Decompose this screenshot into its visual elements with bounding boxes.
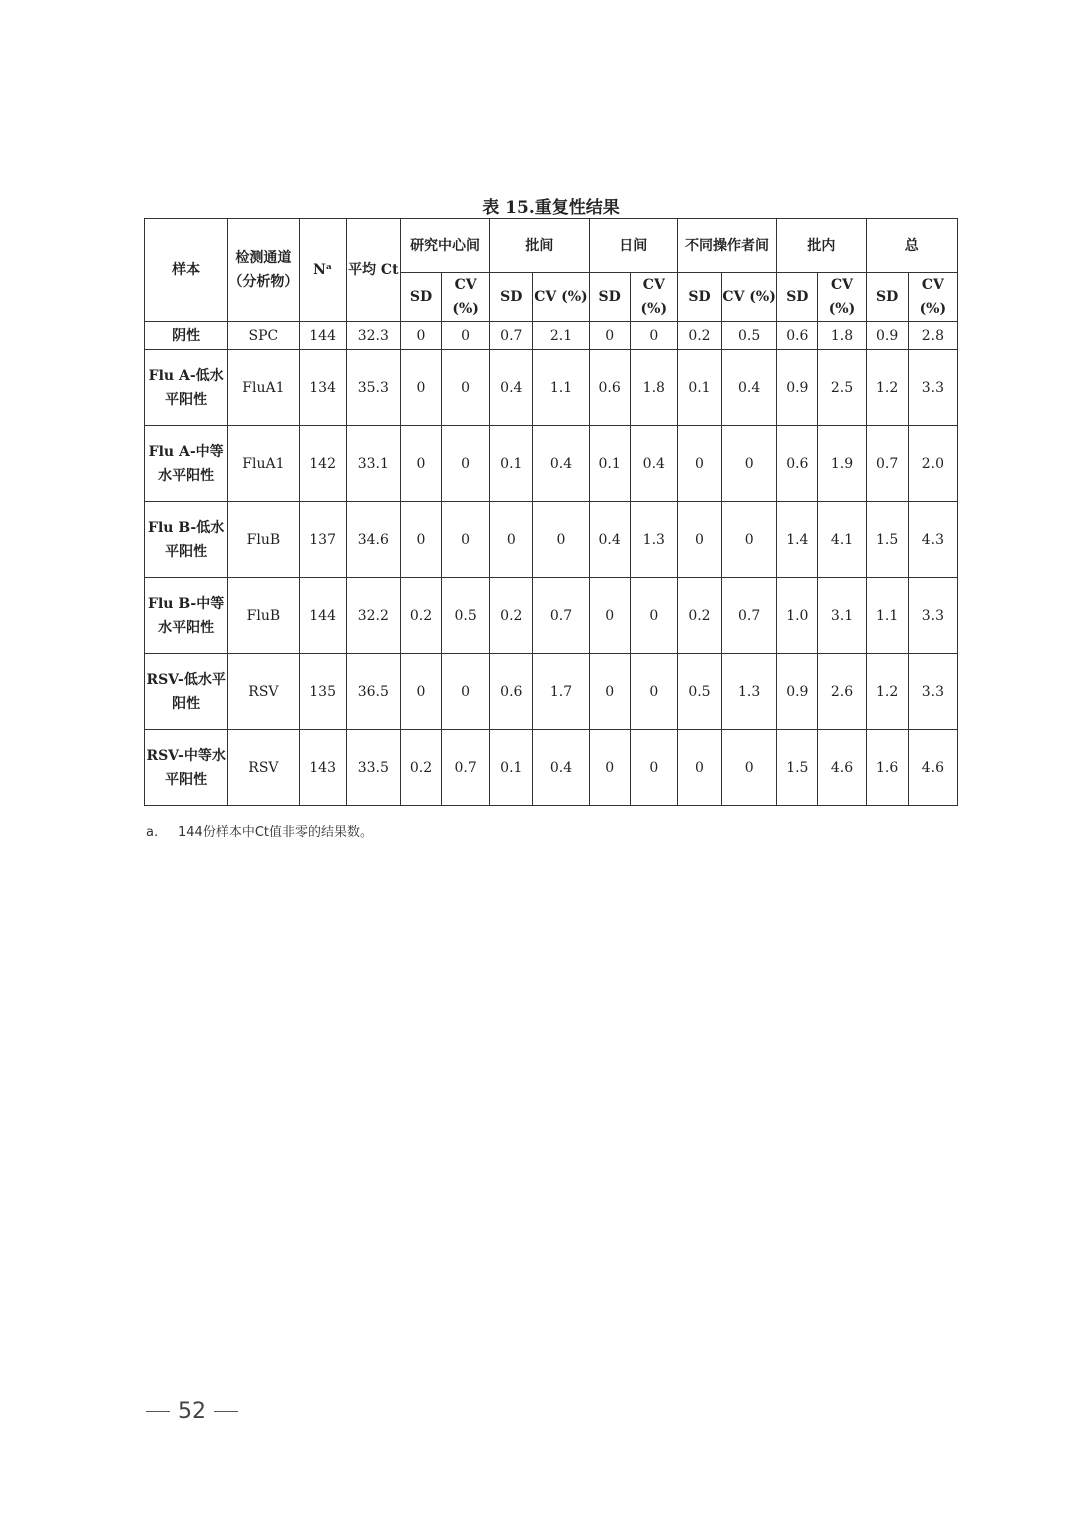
- cell-sd: 0.7: [490, 322, 533, 350]
- cell-sd: 0: [400, 654, 441, 730]
- cell-channel: RSV: [228, 730, 299, 806]
- cell-cv: 3.3: [908, 350, 957, 426]
- cell-sd: 0: [400, 426, 441, 502]
- table-row: [145, 578, 958, 654]
- cell-cv: 1.9: [818, 426, 866, 502]
- subheader-cv: CV (%): [630, 273, 677, 322]
- cell-cv: 0.7: [533, 578, 589, 654]
- cell-sd: 0.9: [777, 654, 818, 730]
- cell-cv: 0: [722, 502, 777, 578]
- cell-sd: 0.6: [490, 654, 533, 730]
- cell-channel: SPC: [228, 322, 299, 350]
- cell-mean-ct: 32.3: [346, 322, 400, 350]
- cell-sd: 0: [400, 350, 441, 426]
- cell-cv: 0: [442, 322, 490, 350]
- cell-n: 135: [299, 654, 346, 730]
- footnote-label: a.: [146, 825, 159, 840]
- subheader-cv: CV (%): [442, 273, 490, 322]
- cell-cv: 0.5: [722, 322, 777, 350]
- subheader-cv: CV (%): [533, 273, 589, 322]
- cell-cv: 1.3: [630, 502, 677, 578]
- cell-mean-ct: 33.1: [346, 426, 400, 502]
- cell-sample: Flu A-低水平阳性: [145, 350, 228, 426]
- cell-cv: 4.1: [818, 502, 866, 578]
- cell-cv: 0.5: [442, 578, 490, 654]
- cell-cv: 0.4: [533, 730, 589, 806]
- header-group-operator: 不同操作者间: [677, 219, 776, 273]
- cell-cv: 0.4: [533, 426, 589, 502]
- table-caption: 表 15.重复性结果: [482, 198, 620, 218]
- cell-cv: 1.3: [722, 654, 777, 730]
- cell-sd: 0.9: [866, 322, 908, 350]
- cell-cv: 2.0: [908, 426, 957, 502]
- cell-sd: 0: [400, 322, 441, 350]
- cell-sd: 0.6: [777, 426, 818, 502]
- subheader-sd: SD: [490, 273, 533, 322]
- cell-sd: 1.4: [777, 502, 818, 578]
- subheader-cv: CV (%): [722, 273, 777, 322]
- header-n: Nᵃ: [299, 219, 346, 322]
- cell-sd: 0.1: [677, 350, 721, 426]
- cell-cv: 2.6: [818, 654, 866, 730]
- header-group-total: 总: [866, 219, 957, 273]
- cell-channel: FluA1: [228, 350, 299, 426]
- cell-sd: 0.6: [777, 322, 818, 350]
- header-group-site: 研究中心间: [400, 219, 489, 273]
- cell-cv: 4.3: [908, 502, 957, 578]
- cell-cv: 0: [442, 654, 490, 730]
- cell-cv: 0: [722, 426, 777, 502]
- cell-sample: 阴性: [145, 322, 228, 350]
- cell-cv: 0: [630, 322, 677, 350]
- cell-sample: Flu B-中等水平阳性: [145, 578, 228, 654]
- cell-cv: 2.8: [908, 322, 957, 350]
- table-row: [145, 654, 958, 730]
- cell-sd: 0.2: [490, 578, 533, 654]
- cell-sd: 0.6: [589, 350, 630, 426]
- cell-cv: 0.4: [722, 350, 777, 426]
- page-number-dash-left: [146, 1411, 170, 1413]
- cell-sd: 1.5: [866, 502, 908, 578]
- cell-channel: FluA1: [228, 426, 299, 502]
- header-group-day: 日间: [589, 219, 677, 273]
- subheader-sd: SD: [400, 273, 441, 322]
- cell-sd: 1.5: [777, 730, 818, 806]
- cell-cv: 1.8: [630, 350, 677, 426]
- page-number-dash-right: [214, 1411, 238, 1413]
- cell-sd: 0: [589, 730, 630, 806]
- page-number: [146, 1399, 238, 1424]
- cell-n: 143: [299, 730, 346, 806]
- cell-sd: 0: [400, 502, 441, 578]
- subheader-sd: SD: [677, 273, 721, 322]
- subheader-sd: SD: [866, 273, 908, 322]
- cell-sd: 0.2: [677, 322, 721, 350]
- cell-sample: Flu A-中等水平阳性: [145, 426, 228, 502]
- cell-sd: 1.2: [866, 350, 908, 426]
- header-group-lot: 批间: [490, 219, 589, 273]
- cell-cv: 0: [630, 730, 677, 806]
- cell-mean-ct: 36.5: [346, 654, 400, 730]
- cell-cv: 0: [722, 730, 777, 806]
- cell-sd: 1.2: [866, 654, 908, 730]
- cell-mean-ct: 34.6: [346, 502, 400, 578]
- cell-sd: 0: [490, 502, 533, 578]
- cell-cv: 1.1: [533, 350, 589, 426]
- cell-sd: 0: [589, 322, 630, 350]
- cell-n: 144: [299, 578, 346, 654]
- cell-cv: 0: [630, 654, 677, 730]
- subheader-cv: CV (%): [818, 273, 866, 322]
- cell-cv: 3.1: [818, 578, 866, 654]
- cell-cv: 0: [630, 578, 677, 654]
- cell-cv: 0.7: [442, 730, 490, 806]
- cell-cv: 1.8: [818, 322, 866, 350]
- cell-sd: 0.9: [777, 350, 818, 426]
- cell-mean-ct: 32.2: [346, 578, 400, 654]
- cell-sd: 1.6: [866, 730, 908, 806]
- cell-cv: 3.3: [908, 654, 957, 730]
- cell-sd: 0.4: [589, 502, 630, 578]
- cell-sd: 0.4: [490, 350, 533, 426]
- cell-sd: 0: [589, 654, 630, 730]
- cell-sample: RSV-低水平阳性: [145, 654, 228, 730]
- page-number-value: 52: [178, 1399, 206, 1424]
- cell-sd: 0.1: [490, 730, 533, 806]
- table-row: [145, 730, 958, 806]
- repeatability-table: [144, 218, 958, 806]
- cell-mean-ct: 35.3: [346, 350, 400, 426]
- cell-sample: Flu B-低水平阳性: [145, 502, 228, 578]
- cell-channel: FluB: [228, 502, 299, 578]
- cell-cv: 0.4: [630, 426, 677, 502]
- cell-cv: 0: [442, 350, 490, 426]
- footnote-text: 144份样本中Ct值非零的结果数。: [178, 825, 373, 840]
- cell-sd: 0.2: [677, 578, 721, 654]
- cell-cv: 4.6: [908, 730, 957, 806]
- cell-n: 142: [299, 426, 346, 502]
- cell-cv: 0: [442, 502, 490, 578]
- header-group-within-run: 批内: [777, 219, 866, 273]
- table-row: [145, 350, 958, 426]
- subheader-sd: SD: [589, 273, 630, 322]
- cell-cv: 3.3: [908, 578, 957, 654]
- cell-cv: 0.7: [722, 578, 777, 654]
- cell-channel: FluB: [228, 578, 299, 654]
- cell-sd: 1.0: [777, 578, 818, 654]
- cell-sd: 0.2: [400, 730, 441, 806]
- cell-cv: 1.7: [533, 654, 589, 730]
- cell-cv: 4.6: [818, 730, 866, 806]
- cell-sd: 0.7: [866, 426, 908, 502]
- cell-cv: 2.5: [818, 350, 866, 426]
- cell-sd: 0.1: [589, 426, 630, 502]
- cell-sd: 0: [677, 730, 721, 806]
- cell-sd: 1.1: [866, 578, 908, 654]
- header-sample: 样本: [145, 219, 228, 322]
- cell-sd: 0.2: [400, 578, 441, 654]
- cell-n: 144: [299, 322, 346, 350]
- cell-sample: RSV-中等水平阳性: [145, 730, 228, 806]
- footnote: [146, 821, 373, 840]
- subheader-cv: CV (%): [908, 273, 957, 322]
- cell-sd: 0.5: [677, 654, 721, 730]
- cell-sd: 0: [589, 578, 630, 654]
- cell-sd: 0: [677, 502, 721, 578]
- cell-cv: 2.1: [533, 322, 589, 350]
- header-mean-ct: 平均 Ct: [346, 219, 400, 322]
- table-row: [145, 502, 958, 578]
- cell-channel: RSV: [228, 654, 299, 730]
- cell-sd: 0.1: [490, 426, 533, 502]
- table-row: [145, 426, 958, 502]
- header-channel: 检测通道（分析物）: [228, 219, 299, 322]
- cell-n: 137: [299, 502, 346, 578]
- table-row: [145, 322, 958, 350]
- cell-cv: 0: [533, 502, 589, 578]
- cell-n: 134: [299, 350, 346, 426]
- cell-cv: 0: [442, 426, 490, 502]
- subheader-sd: SD: [777, 273, 818, 322]
- cell-mean-ct: 33.5: [346, 730, 400, 806]
- cell-sd: 0: [677, 426, 721, 502]
